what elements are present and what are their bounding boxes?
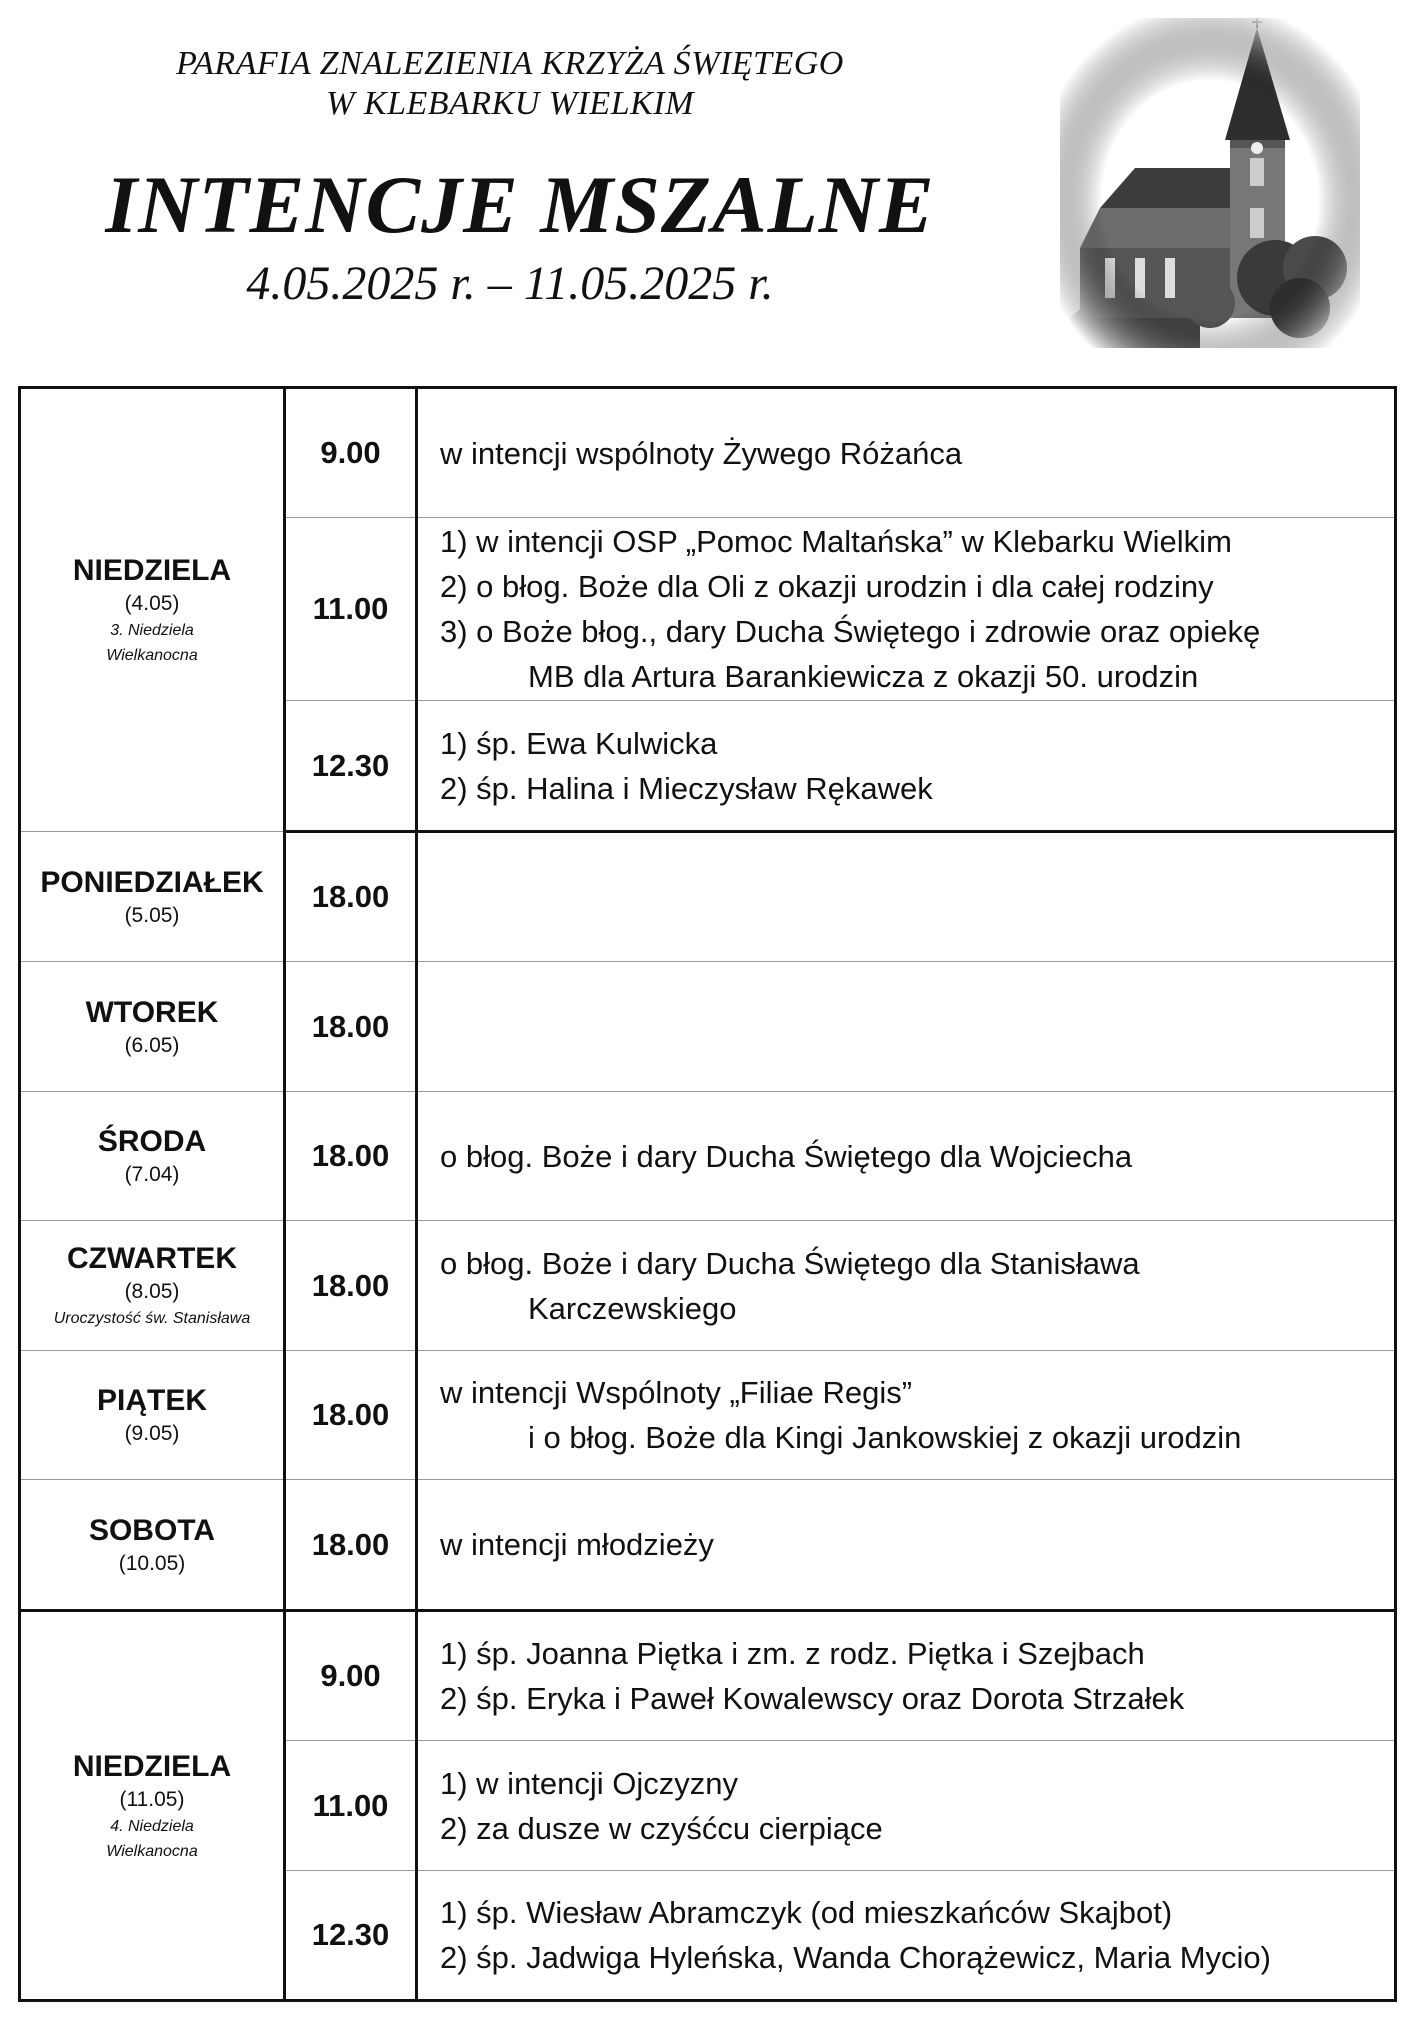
table-row xyxy=(20,1351,1396,1480)
table-row xyxy=(20,1480,1396,1611)
intention-line: o błog. Boże i dary Ducha Świętego dla Stanisława xyxy=(440,1245,1140,1281)
mass-intention xyxy=(417,518,1396,701)
church-illustration xyxy=(1060,18,1360,348)
day-cell xyxy=(20,832,285,962)
day-note: Wielkanocna xyxy=(106,647,198,664)
intention-line: 2) śp. Eryka i Paweł Kowalewscy oraz Dorota Strzałek xyxy=(440,1681,1185,1716)
day-name: NIEDZIELA xyxy=(72,1749,232,1783)
day-name: ŚRODA xyxy=(97,1125,207,1158)
mass-intention xyxy=(417,1221,1396,1351)
mass-time: 18.00 xyxy=(285,832,417,962)
mass-intention xyxy=(417,1741,1396,1871)
mass-time: 18.00 xyxy=(285,1221,417,1351)
day-name: NIEDZIELA xyxy=(72,554,232,587)
day-cell xyxy=(20,1221,285,1351)
day-cell xyxy=(20,1611,285,2001)
mass-intention xyxy=(417,1611,1396,1741)
intention-line: MB dla Artura Barankiewicza z okazji 50. urodzin xyxy=(528,659,1199,694)
mass-time: 18.00 xyxy=(285,1480,417,1611)
intention-line: 2) śp. Jadwiga Hyleńska, Wanda Chorążewicz, Maria Mycio) xyxy=(440,1940,1271,1975)
intention-line: o błog. Boże i dary Ducha Świętego dla Wojciecha xyxy=(440,1138,1133,1174)
day-date: (9.05) xyxy=(124,1422,180,1445)
table-row xyxy=(20,1221,1396,1351)
day-cell xyxy=(20,1480,285,1611)
day-note: 3. Niedziela xyxy=(110,622,194,639)
intention-line: w intencji Wspólnoty „Filiae Regis” xyxy=(440,1375,913,1410)
day-date: (7.04) xyxy=(124,1163,180,1186)
intention-line: 1) w intencji Ojczyzny xyxy=(440,1765,739,1801)
intention-line: 2) śp. Halina i Mieczysław Rękawek xyxy=(440,770,933,806)
mass-intention xyxy=(417,1871,1396,2001)
day-name: PIĄTEK xyxy=(96,1384,207,1417)
date-range: 4.05.2025 r. – 11.05.2025 r. xyxy=(246,257,774,310)
mass-intention xyxy=(417,832,1396,962)
mass-time: 11.00 xyxy=(285,518,417,701)
mass-time: 18.00 xyxy=(285,1092,417,1221)
day-name: WTOREK xyxy=(85,995,219,1029)
day-name: SOBOTA xyxy=(88,1513,216,1547)
mass-intentions-table xyxy=(18,386,1397,2002)
intention-line: 2) o błog. Boże dla Oli z okazji urodzin i dla całej rodziny xyxy=(440,569,1214,604)
intention-line: Karczewskiego xyxy=(528,1290,737,1326)
day-name: CZWARTEK xyxy=(67,1242,237,1275)
mass-intention xyxy=(417,701,1396,832)
intention-line: 3) o Boże błog., dary Ducha Świętego i zdrowie oraz opiekę xyxy=(440,614,1261,649)
mass-time: 9.00 xyxy=(285,388,417,518)
table-row xyxy=(20,962,1396,1092)
day-date: (10.05) xyxy=(118,1551,186,1575)
page-title: INTENCJE MSZALNE xyxy=(105,159,935,250)
mass-intention xyxy=(417,388,1396,518)
table-row xyxy=(20,388,1396,518)
day-date: (4.05) xyxy=(124,592,180,615)
day-note: 4. Niedziela xyxy=(110,1817,194,1835)
mass-time: 18.00 xyxy=(285,962,417,1092)
mass-time: 11.00 xyxy=(285,1741,417,1871)
day-cell xyxy=(20,1351,285,1480)
mass-time: 9.00 xyxy=(285,1611,417,1741)
day-cell xyxy=(20,388,285,832)
table-row xyxy=(20,1611,1396,1741)
day-name: PONIEDZIAŁEK xyxy=(40,865,264,899)
day-note: Uroczystość św. Stanisława xyxy=(53,1310,251,1327)
intention-line: i o błog. Boże dla Kingi Jankowskiej z okazji urodzin xyxy=(528,1420,1242,1455)
mass-time: 12.30 xyxy=(285,1871,417,2001)
mass-intention xyxy=(417,1351,1396,1480)
mass-intention xyxy=(417,962,1396,1092)
day-date: (6.05) xyxy=(124,1033,180,1057)
mass-intention xyxy=(417,1092,1396,1221)
day-date: (8.05) xyxy=(124,1280,180,1303)
day-cell xyxy=(20,1092,285,1221)
page-header xyxy=(0,0,1415,380)
intention-line: 1) śp. Wiesław Abramczyk (od mieszkańców Skajbot) xyxy=(440,1895,1173,1930)
intention-line: w intencji młodzieży xyxy=(440,1527,714,1562)
parish-name-line1: PARAFIA ZNALEZIENIA KRZYŻA ŚWIĘTEGO xyxy=(176,45,844,82)
intention-line: 2) za dusze w czyśćcu cierpiące xyxy=(440,1810,883,1846)
intention-line: 1) w intencji OSP „Pomoc Maltańska” w Klebarku Wielkim xyxy=(440,524,1232,559)
intention-line: w intencji wspólnoty Żywego Różańca xyxy=(440,435,963,471)
parish-name-line2: W KLEBARKU WIELKIM xyxy=(326,85,694,122)
intention-line: 1) śp. Ewa Kulwicka xyxy=(440,725,718,761)
mass-time: 18.00 xyxy=(285,1351,417,1480)
intention-line: 1) śp. Joanna Piętka i zm. z rodz. Piętka i Szejbach xyxy=(440,1636,1145,1671)
day-cell xyxy=(20,962,285,1092)
table-row xyxy=(20,1092,1396,1221)
table-row xyxy=(20,832,1396,962)
mass-intention xyxy=(417,1480,1396,1611)
mass-time: 12.30 xyxy=(285,701,417,832)
day-note: Wielkanocna xyxy=(106,1842,198,1860)
day-date: (11.05) xyxy=(119,1787,185,1811)
day-date: (5.05) xyxy=(124,903,180,927)
